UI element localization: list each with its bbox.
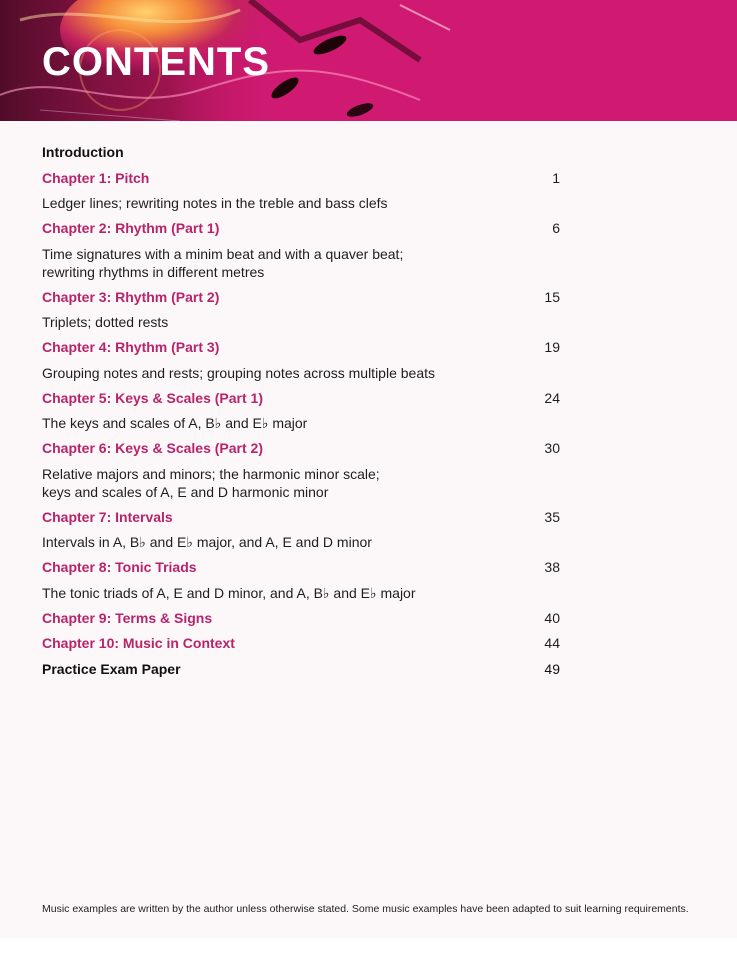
toc-chapter-entry	[42, 219, 562, 237]
toc-page-number: 30	[544, 440, 560, 456]
chapter-description	[42, 313, 562, 331]
toc-page-number: 38	[544, 559, 560, 575]
toc-chapter-entry	[42, 169, 562, 187]
toc-page-number: 19	[544, 339, 560, 355]
toc-entry-title: Chapter 5: Keys & Scales (Part 1)	[42, 389, 263, 406]
toc-page-number: 1	[552, 169, 560, 186]
page-title: CONTENTS	[42, 40, 270, 84]
header-banner	[0, 0, 737, 121]
toc-entry-title: Chapter 6: Keys & Scales (Part 2)	[42, 440, 263, 456]
toc-entry-title: Chapter 2: Rhythm (Part 1)	[42, 220, 220, 236]
description-line: Triplets; dotted rests	[42, 314, 169, 330]
toc-chapter-entry	[42, 288, 562, 306]
toc-entry-title: Chapter 10: Music in Context	[42, 635, 235, 651]
toc-page-number: 15	[544, 288, 560, 305]
chapter-description	[42, 364, 562, 382]
description-line: rewriting rhythms in different metres	[42, 263, 265, 280]
chapter-description	[42, 194, 562, 212]
description-line: The keys and scales of A, B♭ and E♭ major	[42, 415, 308, 431]
toc-chapter-entry	[42, 439, 562, 457]
chapter-description	[42, 584, 562, 602]
toc-entry	[42, 660, 562, 678]
toc-entry-title: Introduction	[42, 144, 124, 160]
toc-page-number: 24	[544, 389, 560, 406]
description-line: Ledger lines; rewriting notes in the treble and bass clefs	[42, 195, 388, 211]
chapter-description	[42, 465, 562, 501]
toc-entry-title: Practice Exam Paper	[42, 660, 181, 677]
toc-entry-title: Chapter 3: Rhythm (Part 2)	[42, 288, 220, 305]
description-line: Intervals in A, B♭ and E♭ major, and A, E and D minor	[42, 534, 372, 550]
description-line: Time signatures with a minim beat and with a quaver beat;	[42, 245, 404, 262]
toc-page-number: 6	[552, 220, 560, 236]
toc-entry-title: Chapter 8: Tonic Triads	[42, 559, 197, 575]
toc-chapter-entry	[42, 338, 562, 356]
table-of-contents	[42, 143, 562, 685]
chapter-description	[42, 245, 562, 281]
toc-chapter-entry	[42, 609, 562, 627]
toc-chapter-entry	[42, 389, 562, 407]
description-line: Relative majors and minors; the harmonic minor scale;	[42, 465, 380, 482]
toc-entry-title: Chapter 7: Intervals	[42, 508, 173, 525]
toc-page-number: 44	[544, 635, 560, 651]
toc-entry-title: Chapter 9: Terms & Signs	[42, 609, 213, 626]
toc-entry-title: Chapter 1: Pitch	[42, 169, 150, 186]
toc-chapter-entry	[42, 634, 562, 652]
toc-chapter-entry	[42, 558, 562, 576]
toc-chapter-entry	[42, 508, 562, 526]
footnote: Music examples are written by the author unless otherwise stated. Some music examples have been adapted to suit learning requirements.	[42, 903, 689, 915]
toc-page-number: 35	[544, 508, 560, 525]
chapter-description	[42, 533, 562, 551]
description-line: The tonic triads of A, E and D minor, and A, B♭ and E♭ major	[42, 584, 416, 601]
toc-page-number: 40	[544, 609, 560, 626]
chapter-description	[42, 414, 562, 432]
toc-page-number: 49	[544, 660, 560, 677]
description-line: keys and scales of A, E and D harmonic minor	[42, 483, 329, 500]
description-line: Grouping notes and rests; grouping notes across multiple beats	[42, 364, 436, 381]
toc-entry-title: Chapter 4: Rhythm (Part 3)	[42, 339, 220, 355]
toc-entry	[42, 143, 562, 161]
